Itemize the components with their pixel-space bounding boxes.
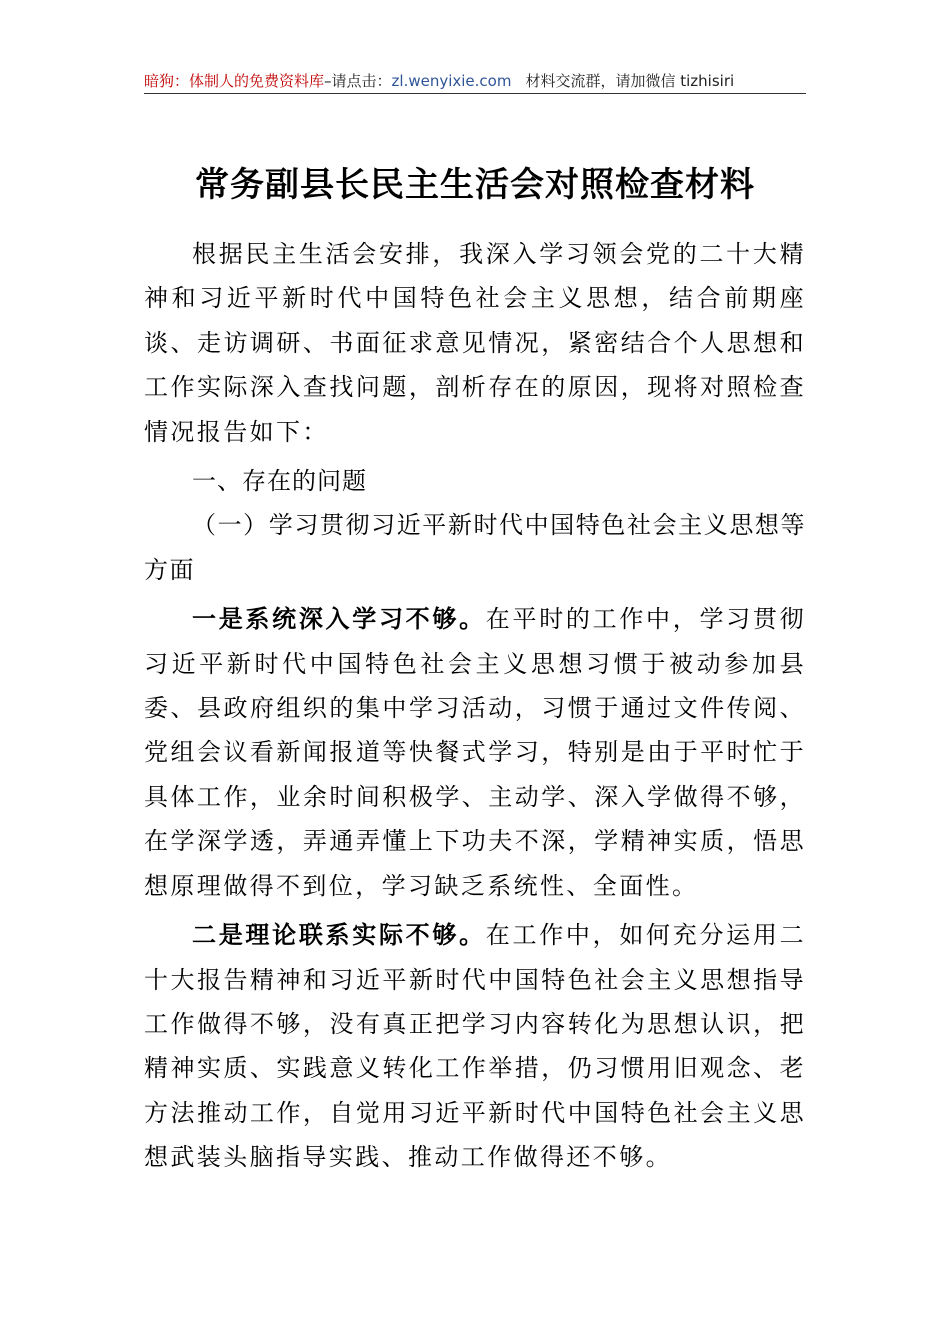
point-2-lead: 二是理论联系实际不够。	[192, 921, 486, 950]
document-body	[144, 232, 806, 1180]
header-brand-text: 暗狗：体制人的免费资料库	[144, 72, 325, 90]
header-divider	[144, 93, 806, 94]
subsection-heading: （一）学习贯彻习近平新时代中国特色社会主义思想等方面	[144, 511, 806, 584]
point-paragraph-1	[144, 597, 806, 908]
point-1-lead: 一是系统深入学习不够。	[192, 605, 486, 634]
header-click-prompt: –请点击：	[324, 72, 392, 90]
page-header	[144, 70, 806, 92]
point-1-body: 在平时的工作中，学习贯彻习近平新时代中国特色社会主义思想习惯于被动参加县委、县政府组织的集中学习活动，习惯于通过文件传阅、党组会议看新闻报道等快餐式学习，特别是由于平时忙于具体工作，业余时间积极学、主动学、深入学做得不够，在学深学透，弄通弄懂上下功夫不深，学精神实质，悟思想原理做得不到位，学习缺乏系统性、全面性。	[144, 605, 806, 900]
document-title: 常务副县长民主生活会对照检查材料	[195, 165, 755, 205]
section-heading: 一、存在的问题	[192, 467, 367, 496]
intro-paragraph: 根据民主生活会安排，我深入学习领会党的二十大精神和习近平新时代中国特色社会主义思想，结合前期座谈、走访调研、书面征求意见情况，紧密结合个人思想和工作实际深入查找问题，剖析存在的原因，现将对照检查情况报告如下：	[144, 240, 806, 446]
header-group-text: 材料交流群，请加微信 tizhisiri	[525, 72, 735, 90]
point-paragraph-2	[144, 913, 806, 1179]
header-url-link[interactable]: zl.wenyixie.com	[391, 72, 512, 90]
point-2-body: 在工作中，如何充分运用二十大报告精神和习近平新时代中国特色社会主义思想指导工作做得不够，没有真正把学习内容转化为思想认识，把精神实质、实践意义转化工作举措，仍习惯用旧观念、老方法推动工作，自觉用习近平新时代中国特色社会主义思想武装头脑指导实践、推动工作做得还不够。	[144, 921, 806, 1172]
